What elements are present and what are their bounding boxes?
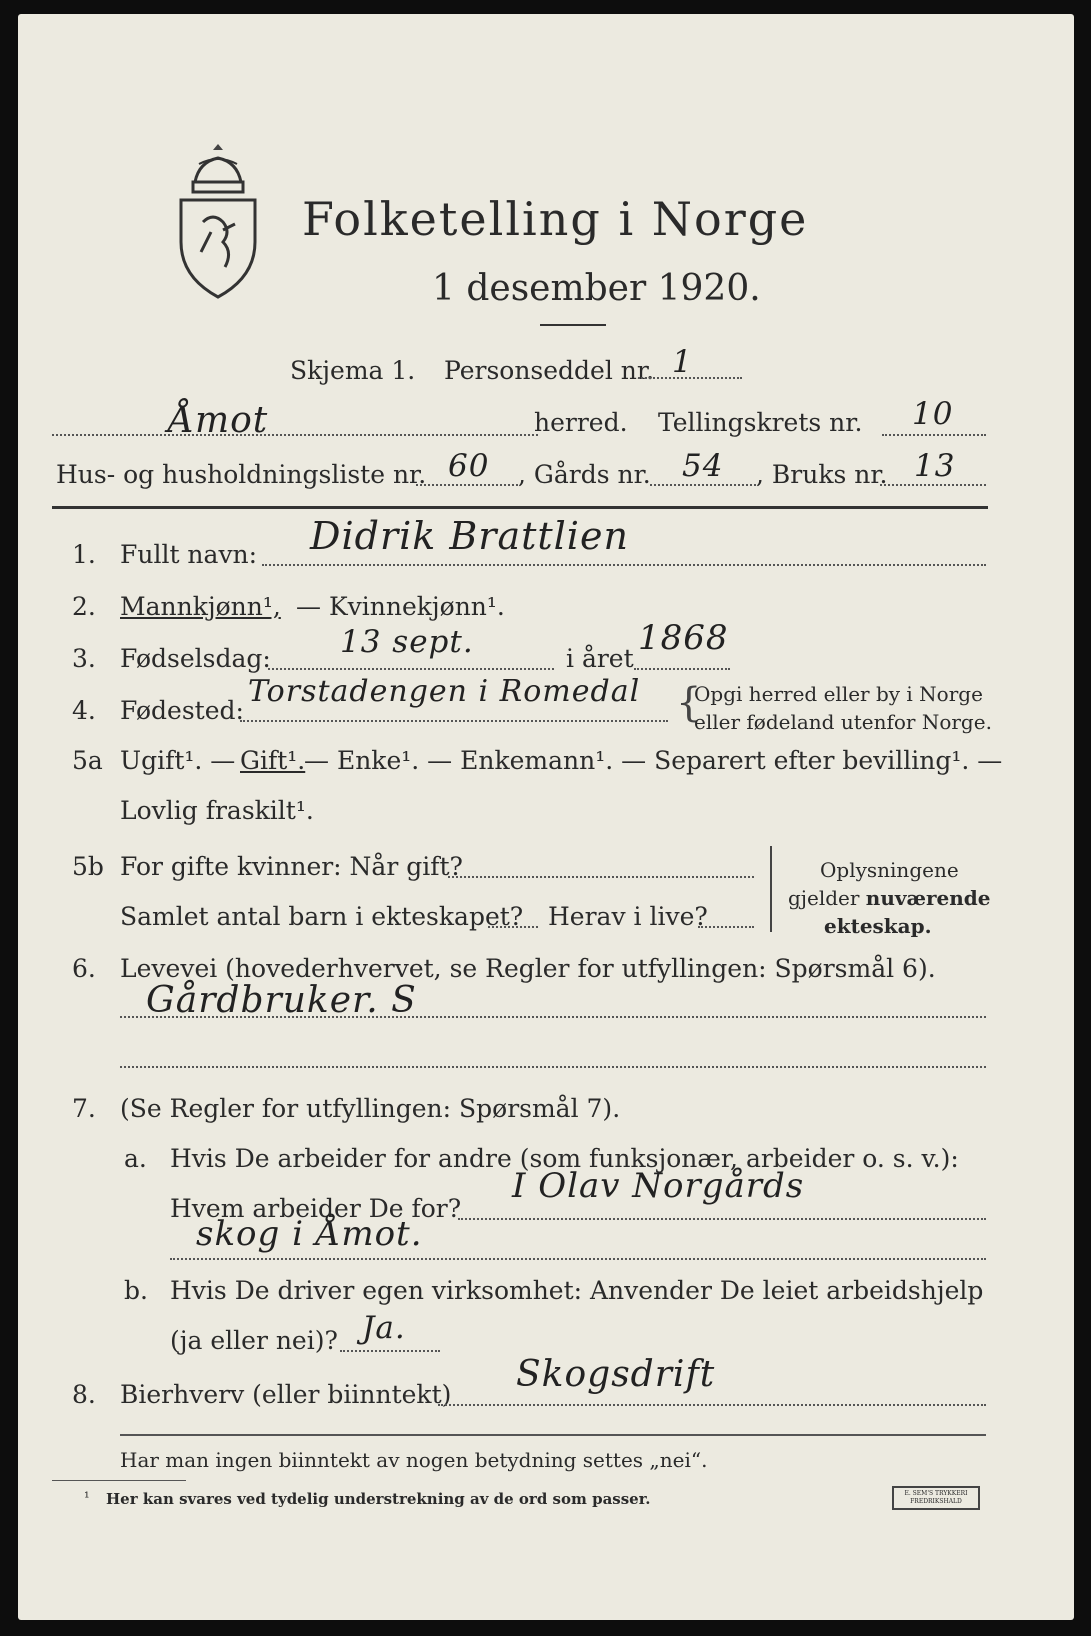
tellingskrets-value: 10	[912, 396, 954, 432]
q3-year-label: i året	[566, 644, 634, 673]
page-title: Folketelling i Norge	[302, 192, 809, 246]
q2-female: — Kvinnekjønn¹.	[296, 592, 505, 621]
q1-label: Fullt navn:	[120, 540, 258, 569]
q6-label: Levevei (hovederhvervet, se Regler for utfyllingen: Spørsmål 6).	[120, 954, 936, 983]
husliste-value: 60	[448, 448, 490, 484]
q6-number: 6.	[72, 954, 96, 983]
herred-value: Åmot	[168, 400, 269, 441]
q6-line-2	[120, 1066, 986, 1068]
footnote-mark: ¹	[84, 1490, 90, 1506]
page-subtitle: 1 desember 1920.	[432, 268, 761, 309]
q1-line	[262, 564, 986, 566]
q2-number: 2.	[72, 592, 96, 621]
q7b-letter: b.	[124, 1276, 148, 1305]
q4-note-2: eller fødeland utenfor Norge.	[694, 710, 992, 734]
bruks-value: 13	[914, 448, 956, 484]
title-divider	[540, 324, 606, 326]
q7a-letter: a.	[124, 1144, 147, 1173]
gards-line	[650, 484, 756, 486]
footer-rule	[120, 1434, 986, 1436]
q5a-gift: Gift¹.	[240, 746, 306, 775]
q7-label: (Se Regler for utfyllingen: Spørsmål 7).	[120, 1094, 621, 1123]
q5a-rest: — Enke¹. — Enkemann¹. — Separert efter bevilling¹. —	[304, 746, 1003, 775]
q3-number: 3.	[72, 644, 96, 673]
footer-note: Har man ingen biinntekt av nogen betydning settes „nei“.	[120, 1448, 708, 1472]
q4-label: Fødested:	[120, 696, 244, 725]
q3-line	[268, 668, 554, 670]
q7-number: 7.	[72, 1094, 96, 1123]
q3-year-value: 1868	[638, 618, 729, 658]
printer-stamp-line-1: E. SEM'S TRYKKERI	[904, 1490, 968, 1497]
q7a-text: Hvis De arbeider for andre (som funksjonær, arbeider o. s. v.):	[170, 1144, 959, 1173]
q8-line	[438, 1404, 986, 1406]
gards-value: 54	[682, 448, 724, 484]
q7b-text: Hvis De driver egen virksomhet: Anvender De leiet arbeidshjelp	[170, 1276, 984, 1305]
bruks-label: , Bruks nr.	[756, 460, 888, 489]
personseddel-label: Personseddel nr.	[444, 356, 655, 385]
q3-label: Fødselsdag:	[120, 644, 271, 673]
q7b-line	[340, 1350, 440, 1352]
q7b-question: (ja eller nei)?	[170, 1326, 338, 1355]
q8-value: Skogsdrift	[516, 1354, 716, 1395]
q5b-brace	[770, 846, 774, 932]
q5b-line2a: Samlet antal barn i ekteskapet?	[120, 902, 524, 931]
q5b-line2a-dots	[488, 926, 538, 928]
q6-value: Gårdbruker. S	[146, 980, 417, 1021]
q5b-number: 5b	[72, 852, 104, 881]
q7a-question: Hvem arbeider De for?	[170, 1194, 462, 1223]
footnote-text: Her kan svares ved tydelig understrekning av de ord som passer.	[106, 1490, 651, 1508]
q7a-line-1	[458, 1218, 986, 1220]
q2-male: Mannkjønn¹,	[120, 592, 281, 621]
q5b-line1: For gifte kvinner: Når gift?	[120, 852, 463, 881]
q5b-note-2a: gjelder	[788, 886, 866, 910]
q4-brace: {	[676, 680, 702, 726]
q4-line	[240, 720, 668, 722]
coat-of-arms-icon	[173, 142, 263, 302]
q8-number: 8.	[72, 1380, 96, 1409]
q1-number: 1.	[72, 540, 96, 569]
q8-label: Bierhverv (eller biinntekt)	[120, 1380, 452, 1409]
q5a-number: 5a	[72, 746, 103, 775]
q5a-ugift: Ugift¹. —	[120, 746, 236, 775]
header-rule	[52, 506, 988, 509]
tellingskrets-label: Tellingskrets nr.	[658, 408, 863, 437]
q7b-value: Ja.	[362, 1310, 406, 1346]
q5b-note-1: Oplysningene	[820, 858, 959, 882]
husliste-line	[416, 484, 518, 486]
q4-value: Torstadengen i Romedal	[248, 674, 641, 709]
q5b-line2b: Herav i live?	[548, 902, 708, 931]
personseddel-value: 1	[672, 344, 693, 380]
q7a-value-1: I Olav Norgårds	[512, 1166, 805, 1206]
q3-value: 13 sept.	[340, 624, 474, 660]
herred-line	[52, 434, 538, 436]
q7a-value-2: skog i Åmot.	[196, 1214, 423, 1254]
q5b-note-2b: nuværende	[865, 886, 991, 910]
q4-number: 4.	[72, 696, 96, 725]
printer-stamp-line-2: FREDRIKSHALD	[910, 1498, 962, 1505]
printer-stamp	[892, 1486, 980, 1510]
q5a-line2: Lovlig fraskilt¹.	[120, 796, 314, 825]
herred-label: herred.	[534, 408, 628, 437]
q7a-line-2	[170, 1258, 986, 1260]
q5b-note-3: ekteskap.	[824, 914, 932, 938]
tellingskrets-line	[882, 434, 986, 436]
census-form	[18, 14, 1074, 1620]
bruks-line	[880, 484, 986, 486]
q1-value: Didrik Brattlien	[310, 514, 629, 558]
footnote-rule	[52, 1480, 186, 1481]
q5b-line2b-dots	[698, 926, 754, 928]
q5b-line1-dots	[448, 876, 754, 878]
q6-line-1	[120, 1016, 986, 1018]
q4-note-1: Opgi herred eller by i Norge	[694, 682, 983, 706]
husliste-label: Hus- og husholdningsliste nr.	[56, 460, 427, 489]
gards-label: , Gårds nr.	[518, 460, 651, 489]
skjema-label: Skjema 1.	[290, 356, 416, 385]
q3-year-line	[634, 668, 730, 670]
